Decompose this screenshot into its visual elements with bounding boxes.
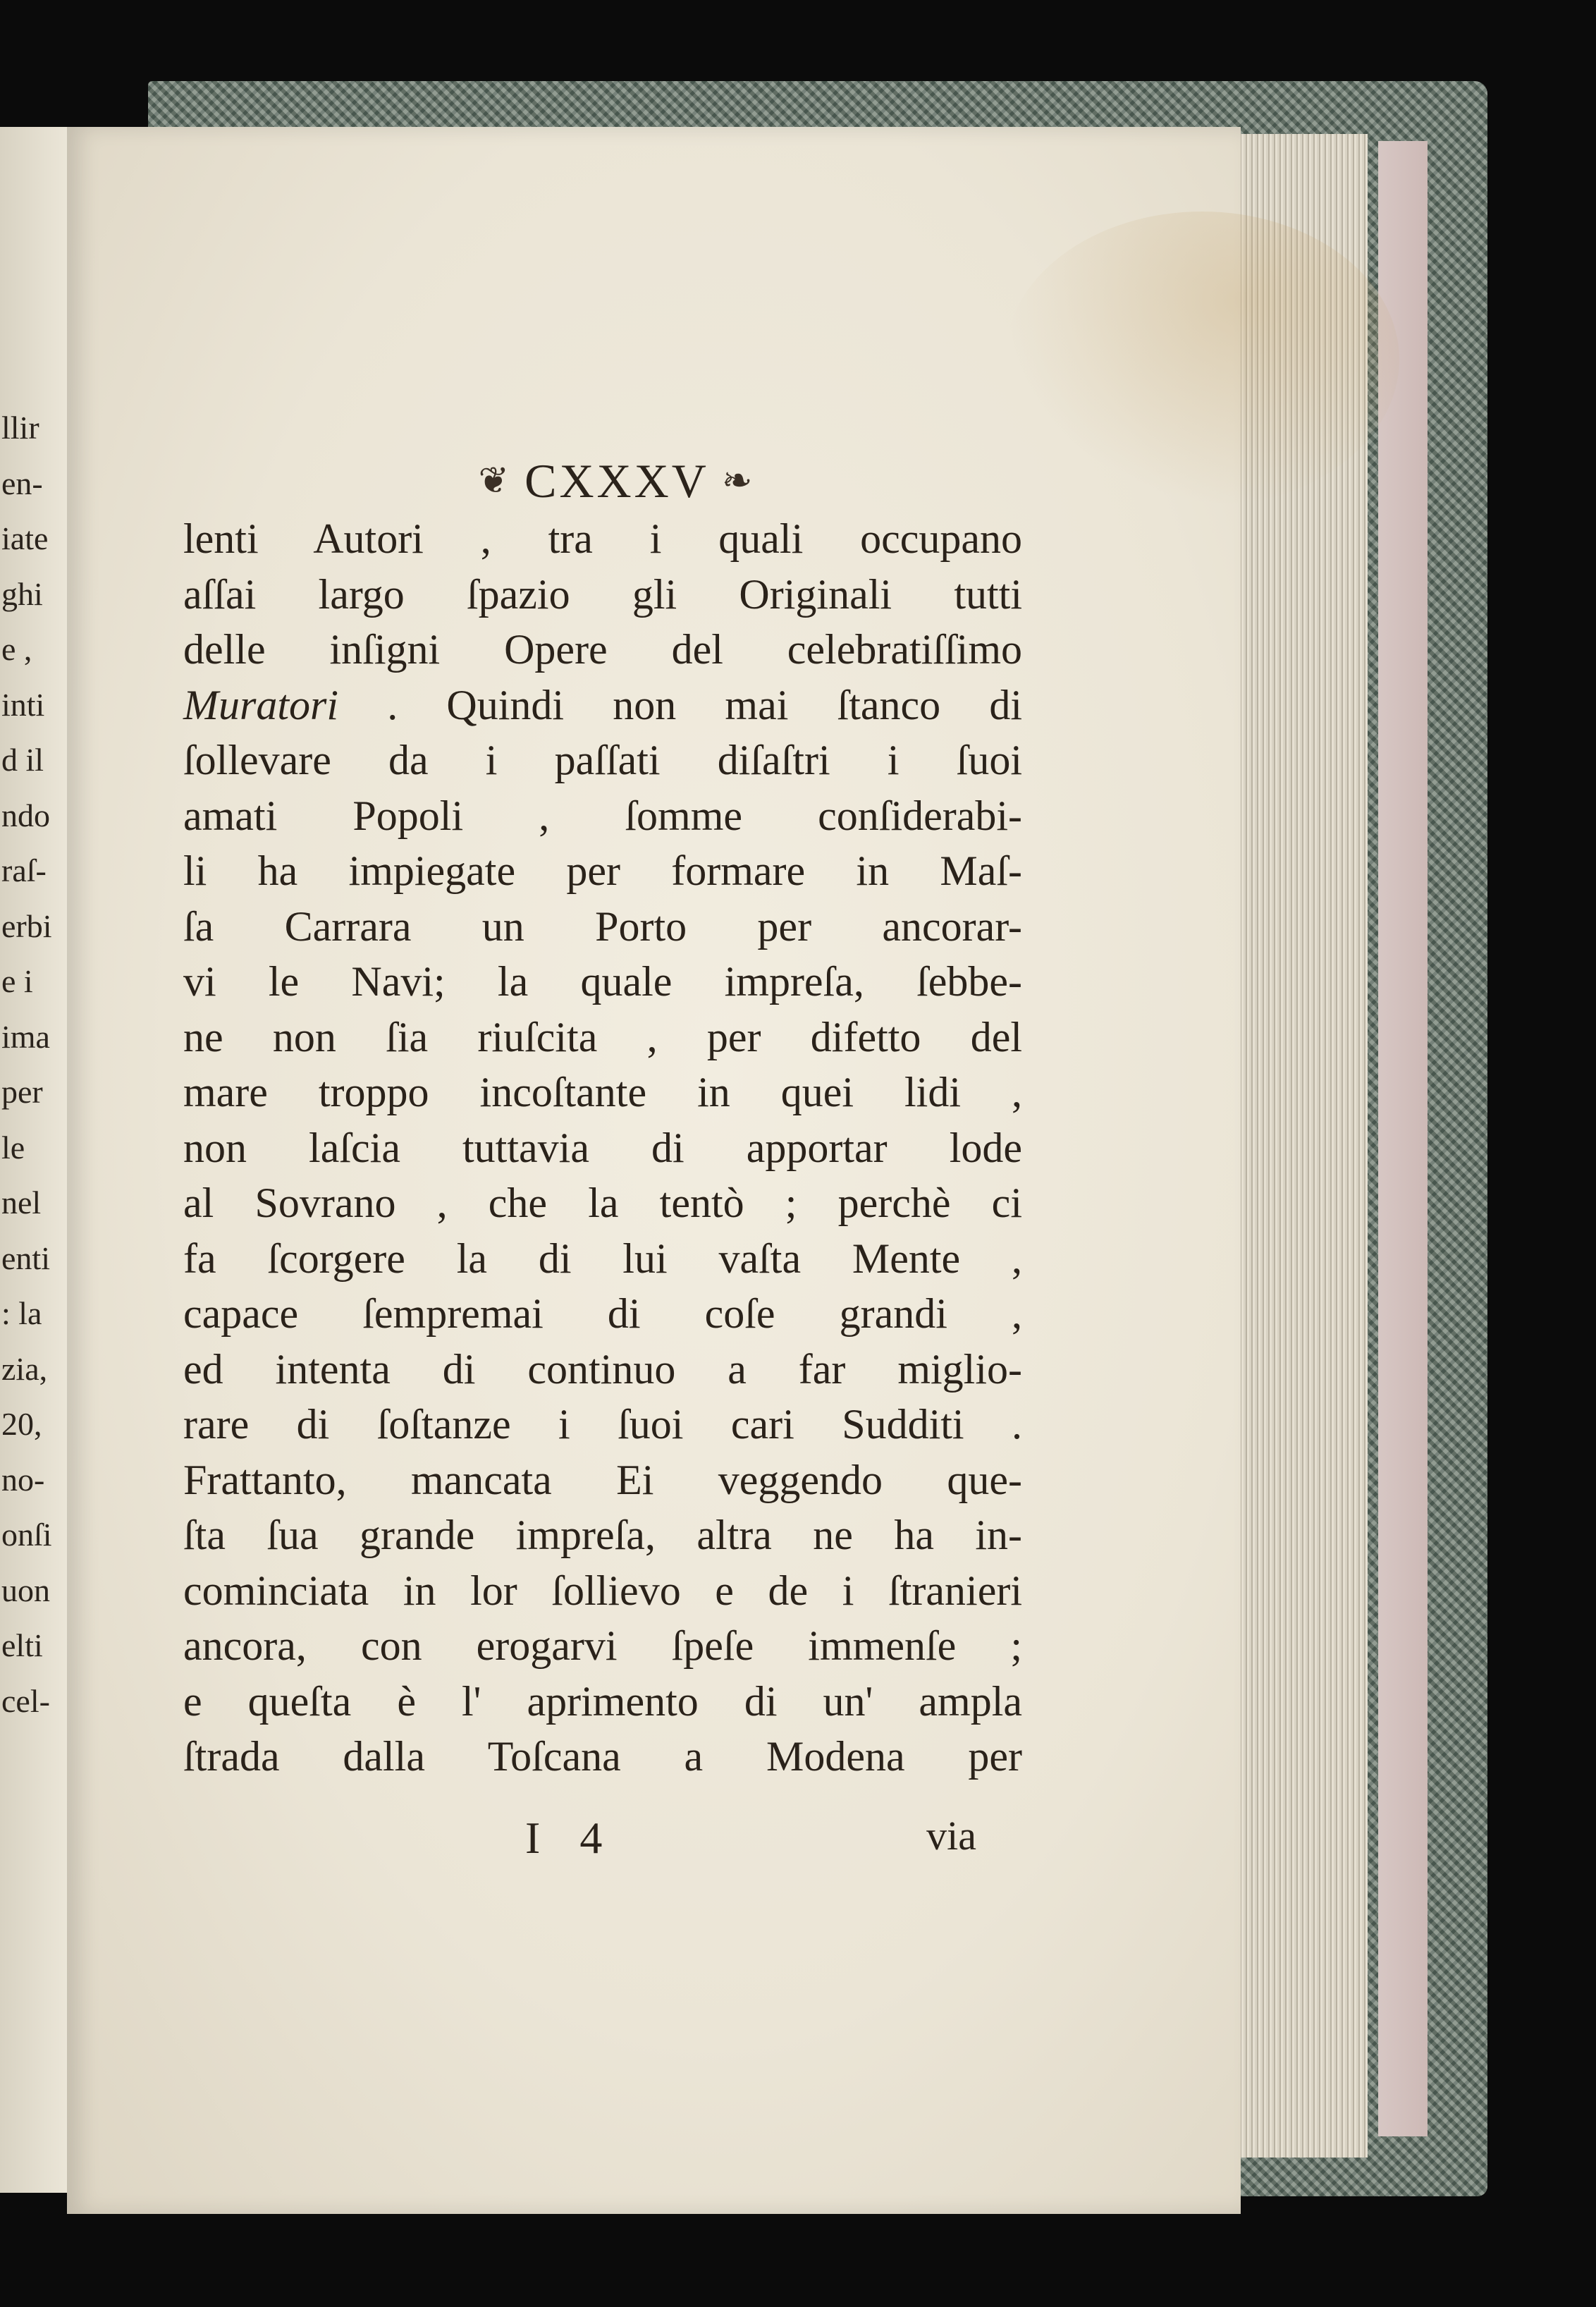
left-page-fragment: llir — [1, 410, 39, 446]
left-page-fragment: e , — [1, 631, 32, 667]
text-line: delle inſigni Opere del celebratiſſimo — [183, 626, 1022, 673]
text-line: Frattanto, mancata Ei veggendo que- — [183, 1456, 1022, 1503]
text-line: ſta ſua grande impreſa, altra ne ha in- — [183, 1512, 1022, 1558]
left-page-fragment: erbi — [1, 907, 52, 944]
signature-mark: I 4 — [525, 1813, 617, 1863]
right-ornament-icon: ❧ — [721, 461, 756, 501]
text-line: non laſcia tuttavia di apportar lode — [183, 1124, 1022, 1171]
text-line: ed intenta di continuo a far miglio- — [183, 1345, 1022, 1393]
page-number-title: CXXXV — [524, 453, 709, 508]
left-page-fragment: ndo — [1, 797, 50, 833]
text-line-rest: . Quindi non mai ſtanco di — [338, 681, 1022, 728]
left-page-fragment: enti — [1, 1240, 50, 1276]
italic-name: Muratori — [183, 681, 339, 728]
text-line: e queſta è l' aprimento di un' ampla — [183, 1677, 1022, 1725]
text-line: capace ſempremai di coſe grandi , — [183, 1290, 1022, 1337]
body-text — [183, 511, 1022, 1785]
left-page-fragment: nel — [1, 1185, 42, 1220]
left-page-fragment: e i — [1, 963, 33, 999]
text-line: ne non ſia riuſcita , per difetto del — [183, 1013, 1022, 1060]
left-page-fragment: 20, — [1, 1406, 42, 1442]
left-ornament-icon: ❦ — [478, 461, 512, 501]
left-page-fragment: per — [1, 1074, 43, 1110]
text-line: aſſai largo ſpazio gli Originali tutti — [183, 570, 1022, 618]
left-page-fragment: cel- — [1, 1682, 50, 1719]
left-page-fragment: inti — [1, 686, 45, 723]
left-page-edge — [0, 127, 67, 2193]
text-line: ſtrada dalla Toſcana a Modena per — [183, 1733, 1022, 1780]
page-header — [405, 453, 828, 509]
left-page-fragment: : la — [1, 1295, 42, 1331]
endpaper-edge — [1378, 141, 1428, 2136]
water-stain — [1005, 212, 1399, 508]
text-line: cominciata in lor ſollievo e de i ſtranieri — [183, 1567, 1022, 1614]
text-line: rare di ſoſtanze i ſuoi cari Sudditi . — [183, 1401, 1022, 1448]
left-page-fragment: zia, — [1, 1350, 48, 1387]
left-page-fragment: iate — [1, 520, 49, 556]
text-line: fa ſcorgere la di lui vaſta Mente , — [183, 1235, 1022, 1282]
text-line: lenti Autori , tra i quali occupano — [183, 515, 1022, 562]
left-page-fragment: d il — [1, 742, 44, 778]
text-line: ſollevare da i paſſati diſaſtri i ſuoi — [183, 737, 1022, 783]
catchword: via — [926, 1813, 976, 1859]
text-line: ancora, con erogarvi ſpeſe immenſe ; — [183, 1622, 1022, 1669]
left-page-fragment: en- — [1, 465, 43, 501]
text-line: li ha impiegate per formare in Maſ- — [183, 847, 1022, 894]
text-line: ſa Carrara un Porto per ancorar- — [183, 902, 1022, 950]
left-page-fragment: elti — [1, 1627, 43, 1663]
left-page-fragment: uon — [1, 1572, 50, 1608]
book-page — [67, 127, 1241, 2214]
text-line-with-italic — [183, 678, 1022, 733]
text-line: al Sovrano , che la tentò ; perchè ci — [183, 1180, 1022, 1226]
left-page-fragment: no- — [1, 1461, 45, 1498]
left-page-fragment: onſi — [1, 1517, 52, 1553]
text-line: mare troppo incoſtante in quei lidi , — [183, 1069, 1022, 1115]
left-page-fragment: ima — [1, 1018, 50, 1055]
left-page-fragment: ghi — [1, 575, 43, 612]
text-line: amati Popoli , ſomme conſiderabi- — [183, 792, 1022, 839]
left-page-fragment: raſ- — [1, 852, 47, 888]
page-footer — [525, 1812, 976, 1875]
text-line: vi le Navi; la quale impreſa, ſebbe- — [183, 958, 1022, 1005]
left-page-fragment: le — [1, 1129, 25, 1165]
